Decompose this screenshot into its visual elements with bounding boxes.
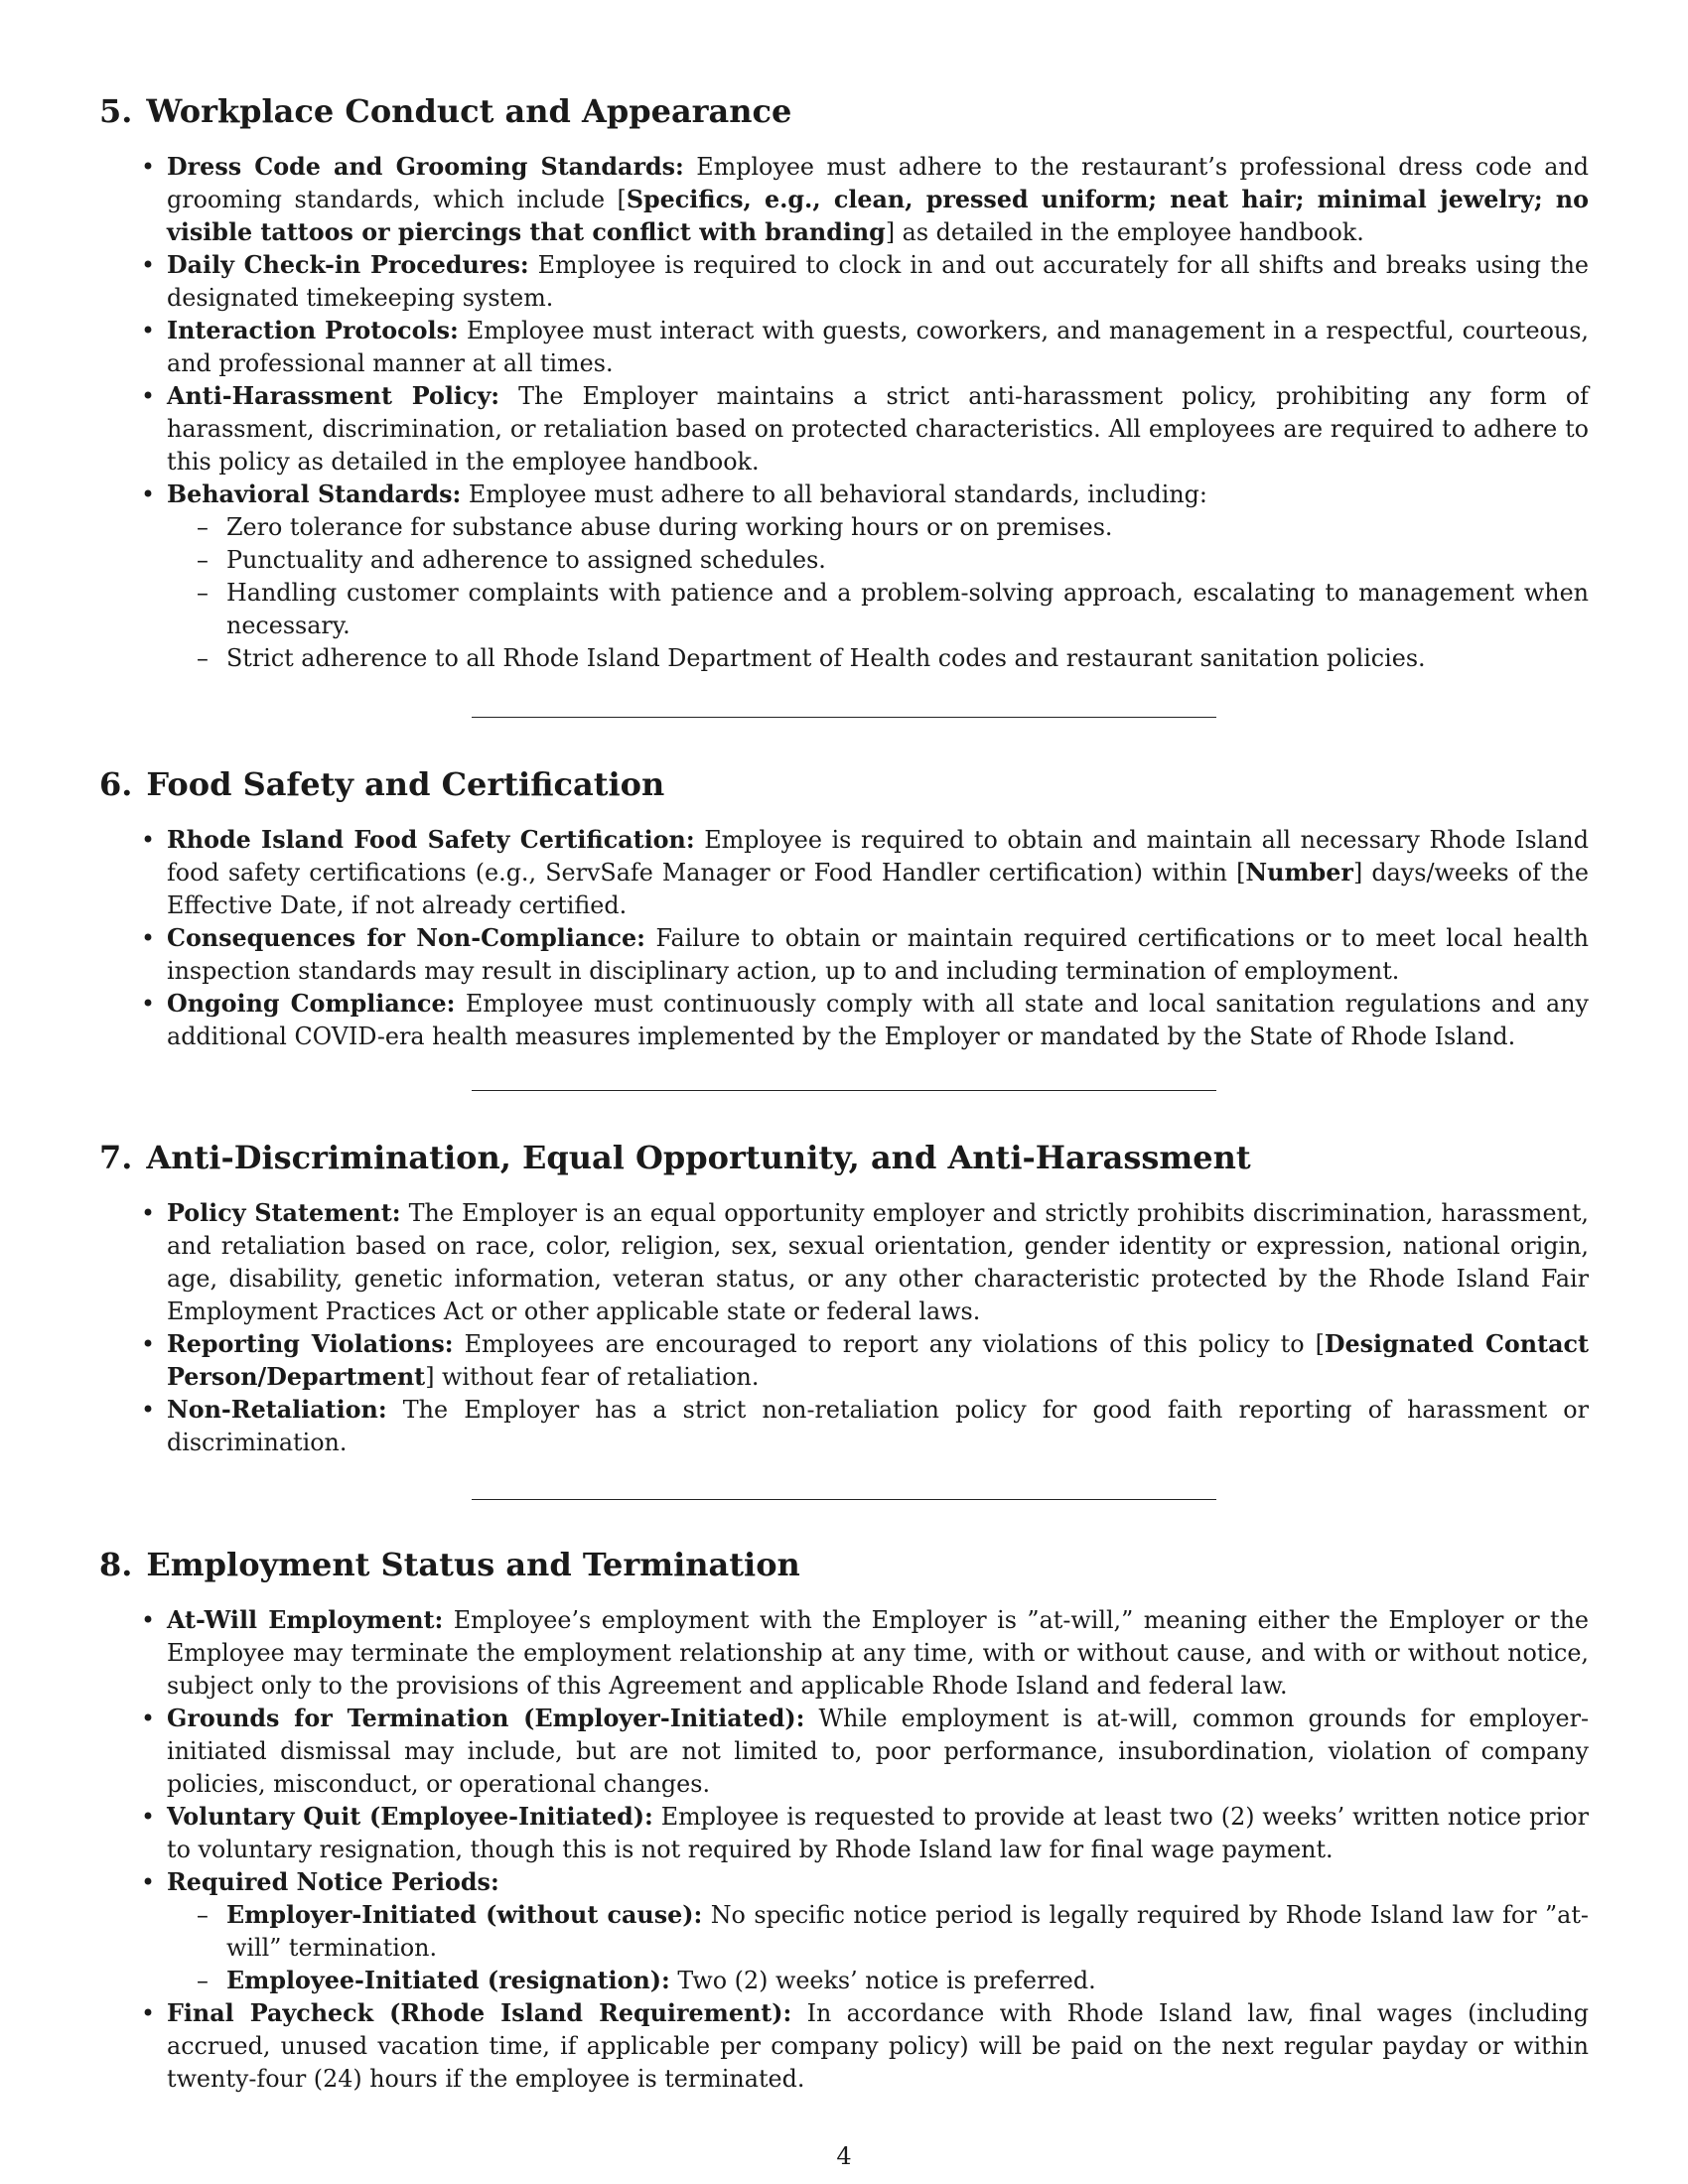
bullet-list (99, 1197, 1589, 1459)
sub-list (167, 511, 1589, 675)
page-number: 4 (836, 2142, 852, 2170)
list-item: • Rhode Island Food Safety Certification: Employee is required to obtain and maintain all necessary Rhode Island food safety certifications (e.g., ServSafe Manager or Food Handler certification) within [Number] days/weeks of the Effective Date, if not already certified. (167, 824, 1589, 922)
section-heading: 6. Food Safety and Certification (99, 765, 665, 803)
list-item: • Ongoing Compliance: Employee must continuously comply with all state and local sanitation regulations and any additional COVID-era health measures implemented by the Employer or mandated by the State of Rhode Island. (167, 988, 1589, 1053)
section-heading: 7. Anti-Discrimination, Equal Opportunity, and Anti-Harassment (99, 1139, 1251, 1176)
sub-list-item: – Zero tolerance for substance abuse during working hours or on premises. (226, 511, 1589, 544)
section-divider (472, 1499, 1216, 1500)
sub-list-item: – Punctuality and adherence to assigned schedules. (226, 544, 1589, 577)
list-item: • Behavioral Standards: Employee must adhere to all behavioral standards, including: – Zero tolerance for substance abuse during working hours or on premises. – Punctuality and adherence to assigned schedules. – Handling customer complaints with patience and a problem-solving approach, escalating to management when necessary. – Strict adherence to all Rhode Island Department of Health codes and restaurant sanitation policies. (167, 478, 1589, 675)
section-title: Workplace Conduct and Appearance (146, 92, 792, 130)
list-item: • Grounds for Termination (Employer-Initiated): While employment is at-will, common grounds for employer-initiated dismissal may include, but are not limited to, poor performance, insubordination, violation of company policies, misconduct, or operational changes. (167, 1703, 1589, 1801)
section-6 (99, 764, 1589, 1053)
section-heading: 8. Employment Status and Termination (99, 1546, 800, 1583)
sub-list (167, 1899, 1589, 1997)
section-title: Anti-Discrimination, Equal Opportunity, and Anti-Harassment (146, 1139, 1251, 1176)
list-item: • Dress Code and Grooming Standards: Employee must adhere to the restaurant’s professional dress code and grooming standards, which include [Specifics, e.g., clean, pressed uniform; neat hair; minimal jewelry; no visible tattoos or piercings that conflict with branding] as detailed in the employee handbook. (167, 151, 1589, 249)
list-item: • Interaction Protocols: Employee must interact with guests, coworkers, and management in a respectful, courteous, and professional manner at all times. (167, 315, 1589, 380)
bullet-list (99, 824, 1589, 1053)
sub-list-item: – Employee-Initiated (resignation): Two (2) weeks’ notice is preferred. (226, 1965, 1589, 1997)
list-item: • Daily Check-in Procedures: Employee is required to clock in and out accurately for all shifts and breaks using the designated timekeeping system. (167, 249, 1589, 315)
section-7 (99, 1138, 1589, 1459)
sub-list-item: – Strict adherence to all Rhode Island Department of Health codes and restaurant sanitation policies. (226, 642, 1589, 675)
section-divider (472, 717, 1216, 718)
section-title: Food Safety and Certification (146, 765, 665, 803)
list-item: • Consequences for Non-Compliance: Failure to obtain or maintain required certifications or to meet local health inspection standards may result in disciplinary action, up to and including termination of employment. (167, 922, 1589, 988)
list-item: • Voluntary Quit (Employee-Initiated): Employee is requested to provide at least two (2) weeks’ written notice prior to voluntary resignation, though this is not required by Rhode Island law for final wage payment. (167, 1801, 1589, 1866)
section-heading: 5. Workplace Conduct and Appearance (99, 92, 792, 130)
list-item: • Required Notice Periods: – Employer-Initiated (without cause): No specific notice period is legally required by Rhode Island law for ”at-will” termination. – Employee-Initiated (resignation): Two (2) weeks’ notice is preferred. (167, 1866, 1589, 1997)
list-item: • Reporting Violations: Employees are encouraged to report any violations of this policy to [Designated Contact Person/Department] without fear of retaliation. (167, 1328, 1589, 1394)
section-8 (99, 1545, 1589, 2096)
sub-list-item: – Handling customer complaints with patience and a problem-solving approach, escalating to management when necessary. (226, 577, 1589, 642)
list-item: • Final Paycheck (Rhode Island Requirement): In accordance with Rhode Island law, final wages (including accrued, unused vacation time, if applicable per company policy) will be paid on the next regular payday or within twenty-four (24) hours if the employee is terminated. (167, 1997, 1589, 2096)
section-divider (472, 1090, 1216, 1091)
list-item: • Non-Retaliation: The Employer has a strict non-retaliation policy for good faith reporting of harassment or discrimination. (167, 1394, 1589, 1459)
list-item: • At-Will Employment: Employee’s employment with the Employer is ”at-will,” meaning either the Employer or the Employee may terminate the employment relationship at any time, with or without cause, and with or without notice, subject only to the provisions of this Agreement and applicable Rhode Island and federal law. (167, 1604, 1589, 1703)
section-title: Employment Status and Termination (146, 1546, 800, 1583)
section-5 (99, 91, 1589, 675)
list-item: • Anti-Harassment Policy: The Employer maintains a strict anti-harassment policy, prohibiting any form of harassment, discrimination, or retaliation based on protected characteristics. All employees are required to adhere to this policy as detailed in the employee handbook. (167, 380, 1589, 478)
list-item: • Policy Statement: The Employer is an equal opportunity employer and strictly prohibits discrimination, harassment, and retaliation based on race, color, religion, sex, sexual orientation, gender identity or expression, national origin, age, disability, genetic information, veteran status, or any other characteristic protected by the Rhode Island Fair Employment Practices Act or other applicable state or federal laws. (167, 1197, 1589, 1328)
sub-list-item: – Employer-Initiated (without cause): No specific notice period is legally required by Rhode Island law for ”at-will” termination. (226, 1899, 1589, 1965)
bullet-list (99, 1604, 1589, 2096)
bullet-list (99, 151, 1589, 675)
